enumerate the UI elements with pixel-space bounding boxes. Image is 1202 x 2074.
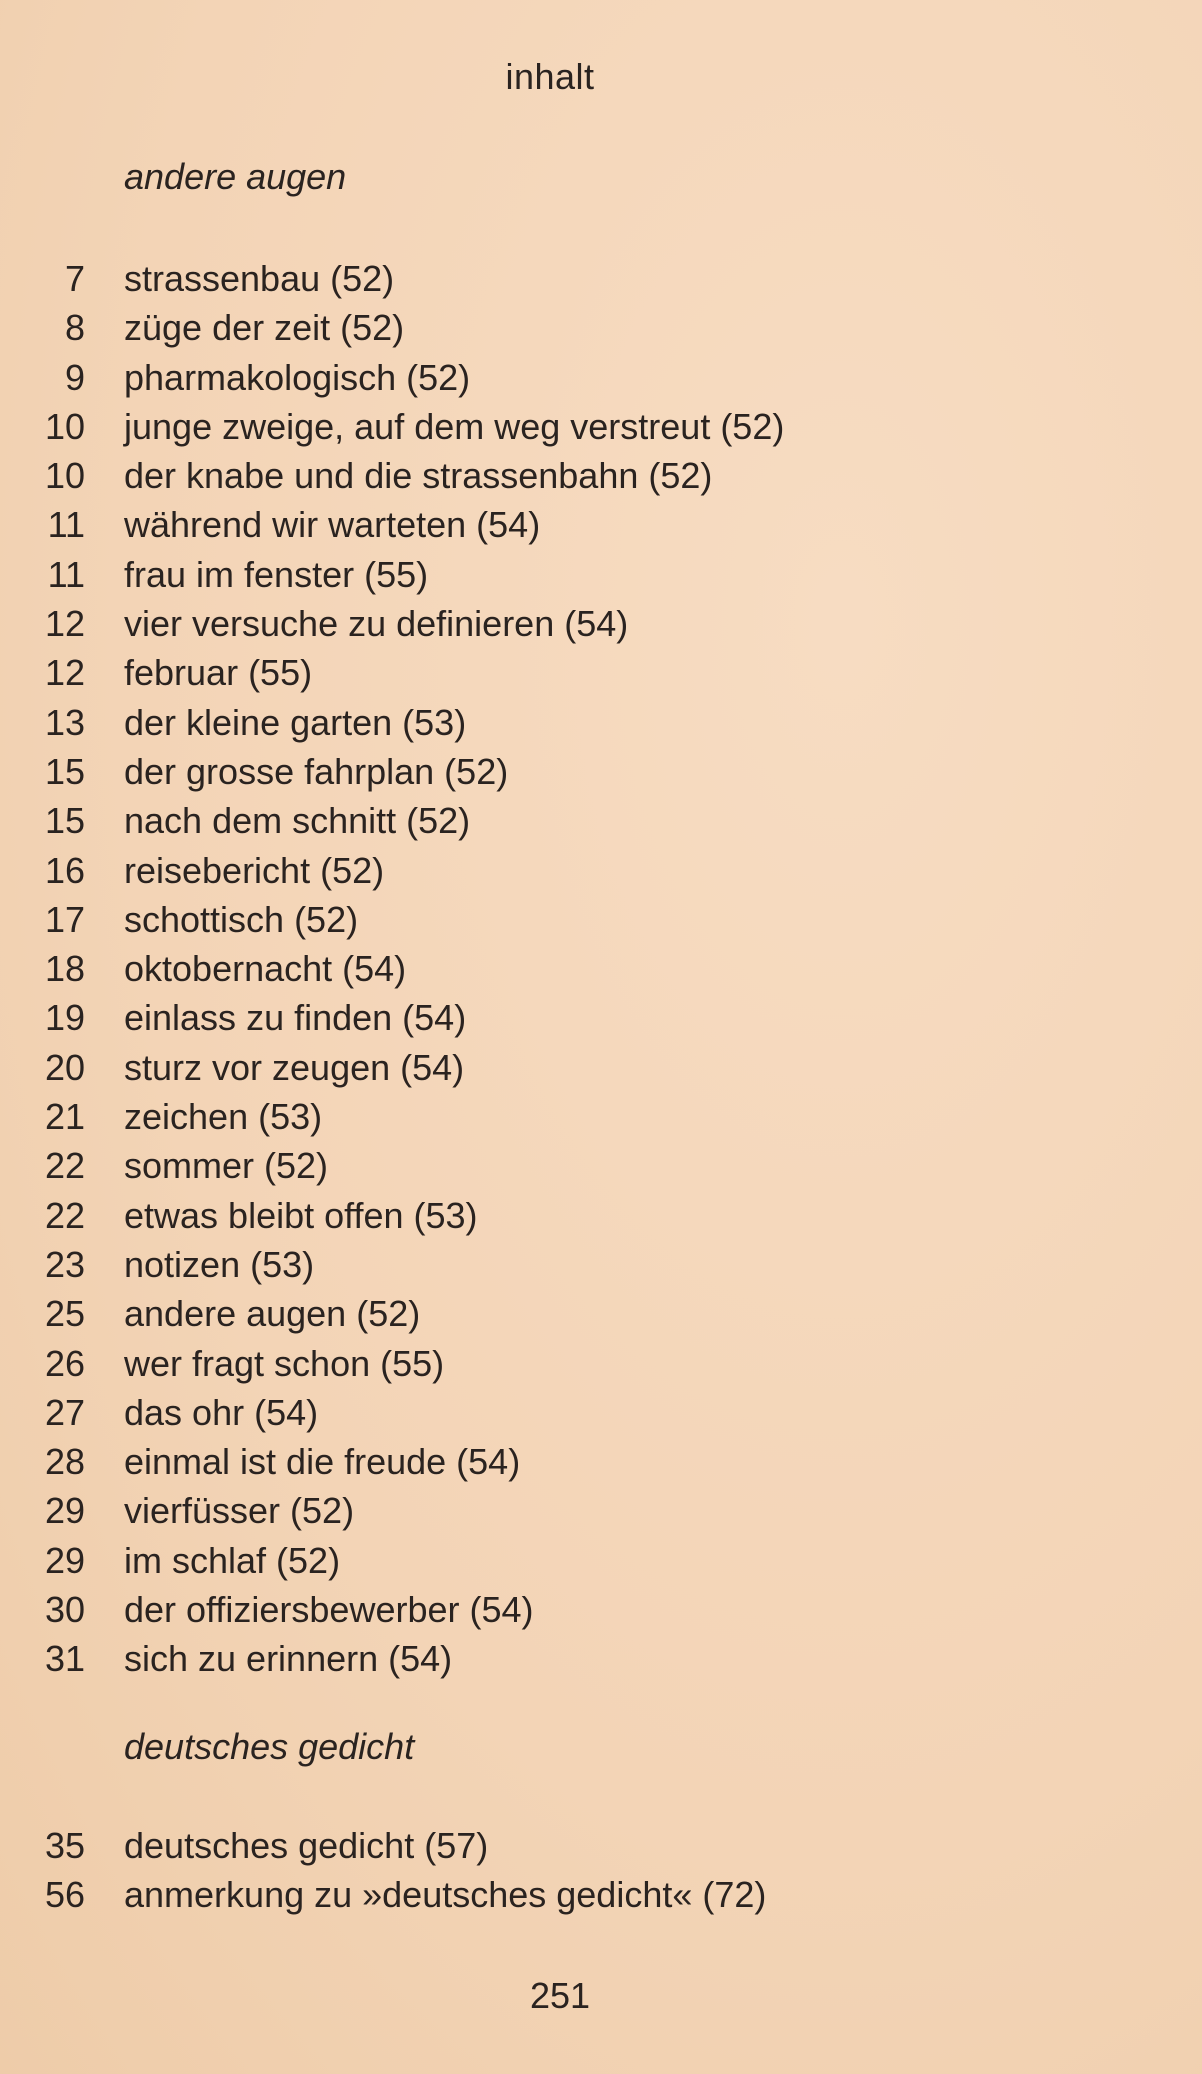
toc-entry <box>0 1339 1100 1388</box>
toc-entry <box>0 303 1100 352</box>
toc-entry <box>0 648 1100 697</box>
toc-entry-title: anmerkung zu »deutsches gedicht« (72) <box>124 1874 767 1916</box>
toc-entry <box>0 254 1100 303</box>
toc-entry-page: 25 <box>44 1293 85 1335</box>
toc-entry <box>0 1043 1100 1092</box>
toc-entry <box>0 1821 1100 1870</box>
section-heading-deutsches-gedicht: deutsches gedicht <box>124 1726 415 1767</box>
toc-entry <box>0 1240 1100 1289</box>
toc-entry-page: 8 <box>64 307 85 349</box>
toc-entry <box>0 402 1100 451</box>
section-heading-andere-augen: andere augen <box>124 156 347 197</box>
toc-entry <box>0 993 1100 1042</box>
toc-entry-page: 56 <box>44 1874 85 1916</box>
toc-entry-page: 15 <box>44 800 85 842</box>
toc-entry-title: züge der zeit (52) <box>124 307 405 349</box>
toc-entry-page: 10 <box>44 405 85 447</box>
toc-entry-page: 7 <box>64 258 85 299</box>
toc-entry-page: 30 <box>44 1589 85 1631</box>
toc-entry-page: 10 <box>44 455 85 497</box>
toc-entry-page: 12 <box>44 652 85 694</box>
toc-list-andere-augen <box>0 254 1100 1684</box>
toc-entry <box>0 1870 1100 1919</box>
toc-entry <box>0 796 1100 845</box>
toc-entry-page: 12 <box>44 603 85 645</box>
toc-entry <box>0 1585 1100 1634</box>
toc-entry <box>0 747 1100 796</box>
toc-entry <box>0 1536 1100 1585</box>
toc-entry-title: frau im fenster (55) <box>124 553 429 595</box>
toc-entry <box>0 599 1100 648</box>
toc-entry-page: 23 <box>44 1243 85 1285</box>
toc-entry-page: 26 <box>44 1342 85 1384</box>
toc-entry-title: vier versuche zu definieren (54) <box>124 603 629 645</box>
toc-entry-title: nach dem schnitt (52) <box>124 800 471 842</box>
toc-entry-page: 11 <box>47 553 85 595</box>
page-title: inhalt <box>505 56 595 97</box>
toc-entry-page: 35 <box>44 1825 85 1866</box>
toc-entry-title: während wir warteten (54) <box>124 504 541 546</box>
toc-entry <box>0 846 1100 895</box>
toc-entry <box>0 353 1100 402</box>
toc-entry-page: 22 <box>44 1145 85 1187</box>
toc-entry <box>0 1289 1100 1338</box>
toc-entry-title: einmal ist die freude (54) <box>124 1441 521 1483</box>
toc-entry <box>0 1388 1100 1437</box>
toc-entry-title: vierfüsser (52) <box>124 1490 355 1532</box>
toc-entry-title: oktobernacht (54) <box>124 948 407 990</box>
toc-entry <box>0 1437 1100 1486</box>
toc-entry-page: 31 <box>44 1638 85 1680</box>
toc-entry-title: der kleine garten (53) <box>124 701 467 743</box>
toc-entry-title: im schlaf (52) <box>124 1539 341 1581</box>
toc-entry-page: 19 <box>44 997 85 1039</box>
toc-entry-title: februar (55) <box>124 652 313 694</box>
toc-entry-page: 9 <box>64 356 85 398</box>
toc-entry <box>0 1191 1100 1240</box>
toc-entry-page: 18 <box>44 948 85 990</box>
toc-entry-page: 28 <box>44 1441 85 1483</box>
toc-entry-title: strassenbau (52) <box>124 258 395 299</box>
toc-entry-title: andere augen (52) <box>124 1293 421 1335</box>
toc-entry <box>0 944 1100 993</box>
toc-entry <box>0 1141 1100 1190</box>
toc-entry <box>0 550 1100 599</box>
toc-list-deutsches-gedicht <box>0 1821 1100 1920</box>
toc-entry-page: 22 <box>44 1194 85 1236</box>
toc-entry-title: reisebericht (52) <box>124 849 385 891</box>
toc-entry <box>0 1634 1100 1683</box>
toc-entry-page: 29 <box>44 1490 85 1532</box>
toc-entry-page: 20 <box>44 1046 85 1088</box>
toc-entry-title: junge zweige, auf dem weg verstreut (52) <box>124 405 785 447</box>
toc-entry-title: pharmakologisch (52) <box>124 356 471 398</box>
toc-entry-title: schottisch (52) <box>124 898 359 940</box>
toc-entry-title: deutsches gedicht (57) <box>124 1825 489 1866</box>
toc-entry-page: 15 <box>44 750 85 792</box>
toc-entry <box>0 698 1100 747</box>
page-number: 251 <box>529 1975 591 2016</box>
toc-entry-title: etwas bleibt offen (53) <box>124 1194 478 1236</box>
toc-entry-title: notizen (53) <box>124 1243 315 1285</box>
toc-entry-page: 21 <box>44 1096 85 1138</box>
toc-entry-page: 27 <box>44 1391 85 1433</box>
toc-entry-page: 13 <box>44 701 85 743</box>
toc-entry-title: wer fragt schon (55) <box>124 1342 445 1384</box>
toc-entry-page: 17 <box>44 898 85 940</box>
toc-entry-title: einlass zu finden (54) <box>124 997 467 1039</box>
toc-entry-title: sich zu erinnern (54) <box>124 1638 453 1680</box>
toc-entry-page: 16 <box>44 849 85 891</box>
toc-entry-title: der knabe und die strassenbahn (52) <box>124 455 713 497</box>
toc-entry-title: sommer (52) <box>124 1145 329 1187</box>
toc-entry <box>0 895 1100 944</box>
toc-entry-page: 29 <box>44 1539 85 1581</box>
toc-entry-title: der grosse fahrplan (52) <box>124 750 509 792</box>
toc-entry <box>0 500 1100 549</box>
toc-entry-title: der offiziersbewerber (54) <box>124 1589 534 1631</box>
toc-entry-page: 11 <box>47 504 85 546</box>
toc-entry-title: zeichen (53) <box>124 1096 323 1138</box>
toc-entry <box>0 1092 1100 1141</box>
toc-entry <box>0 1486 1100 1535</box>
toc-entry-title: das ohr (54) <box>124 1391 319 1433</box>
toc-entry-title: sturz vor zeugen (54) <box>124 1046 465 1088</box>
toc-entry <box>0 451 1100 500</box>
